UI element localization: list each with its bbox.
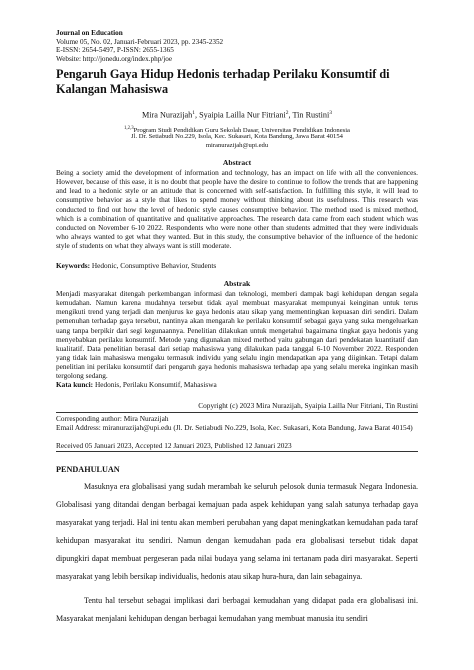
journal-issn: E-ISSN: 2654-5497, P-ISSN: 2655-1365 bbox=[56, 46, 174, 55]
corresponding-email: Email Address: miranurazijah@upi.edu (Jl. Dr. Setiabudi No.229, Isola, Kec. Sukasari, Kota Bandung, Jawa Barat 40154) bbox=[56, 423, 413, 432]
author-1-sup: 1 bbox=[192, 110, 195, 116]
kata-kunci-label: Kata kunci: bbox=[56, 380, 94, 389]
corresponding-author: Corresponding author: Mira Nurazijah bbox=[56, 414, 169, 423]
author-separator: , bbox=[288, 110, 293, 120]
affiliation-text: Program Studi Pendidikan Guru Sekolah Dasar, Universitas Pendidikan Indonesia bbox=[133, 127, 350, 135]
keywords bbox=[56, 261, 418, 270]
journal-volume: Volume 05, No. 02, Januari-Februari 2023, pp. 2345-2352 bbox=[56, 37, 224, 46]
author-3-sup: 3 bbox=[329, 110, 332, 116]
keywords-value: Hedonic, Consumptive Behavior, Students bbox=[91, 260, 217, 270]
author-1: Mira Nurazijah bbox=[142, 110, 193, 120]
copyright-notice: Copyright (c) 2023 Mira Nurazijah, Syaipia Lailla Nur Fitriani, Tin Rustini bbox=[198, 401, 418, 410]
paper-title: Pengaruh Gaya Hidup Hedonis terhadap Perilaku Konsumtif di Kalangan Mahasiswa bbox=[56, 67, 390, 96]
author-list bbox=[0, 110, 474, 120]
affiliation-line-2: Jl. Dr. Setiabudi No.229, Isola, Kec. Sukasari, Kota Bandung, Jawa Barat 40154 bbox=[131, 133, 343, 141]
journal-name: Journal on Education bbox=[56, 29, 123, 37]
section-heading: PENDAHULUAN bbox=[56, 465, 120, 474]
divider bbox=[56, 412, 418, 413]
abstract-heading: Abstract bbox=[222, 158, 252, 167]
kata-kunci bbox=[56, 380, 418, 389]
divider bbox=[56, 451, 418, 452]
intro-paragraph-1: Masuknya era globalisasi yang sudah merambah ke seluruh pelosok dunia termasuk Negara Indonesia. Globalisasi yang ditandai dengan berbagai kemajuan pada aspek kehidupan yang salah satunya terhadap gaya masyarakat yang terjadi. Hal ini tentu akan memberi perubahan yang dapat meningkatkan kemudahan pada taraf kehidupan masyarakat itu sendiri. Namun dengan kemudahan pada era globalisasi tersebut tidak dapat dipungkiri dapat membuat pergeseran pada nilai budaya yang selama ini tertanam pada diri masyarakat. Seperti masyarakat yang lebih bersikap individualis, hedonis atau sikap hura-hura, dan lain sebagainya. bbox=[56, 482, 418, 582]
kata-kunci-value: Hedonis, Perilaku Konsumtif, Mahasiswa bbox=[94, 380, 217, 389]
journal-website: Website: http://jonedu.org/index.php/joe bbox=[56, 54, 173, 63]
abstrak-heading: Abstrak bbox=[223, 279, 251, 288]
received-dates: Received 05 Januari 2023, Accepted 12 Januari 2023, Published 12 Januari 2023 bbox=[56, 441, 292, 450]
author-separator: , bbox=[195, 110, 200, 120]
affiliation-email: miranurazijah@upi.edu bbox=[205, 141, 269, 149]
abstract-text: Being a society amid the development of information and technology, has an impact on life with all the conveniences. However, because of this ease, it is no doubt that people have the desire to continue to follow the trends that are happening and lead to a hedonic style or an attitude that is concerned with self-satisfaction. In fulfilling this style, it will lead to consumptive behavior as a style that likes to spend money without thinking about its usefulness. This research was conducted to find out how the level of hedonic style causes consumptive behavior. The method used is mixed method, which is a combination of quantitative and qualitative approaches. The research data came from each student which was conducted on November 6-10 2022. Respondents who were none other than students admitted that they were individuals who always wanted to get what they wanted. But in this study, the consumptive behavior of the influence of the hedonic style of students on what they always want is still moderate. bbox=[56, 168, 418, 251]
author-3: Tin Rustini bbox=[292, 110, 330, 120]
keywords-label: Keywords: bbox=[56, 260, 91, 270]
author-2: Syaipia Lailla Nur Fitriani bbox=[199, 110, 286, 120]
author-2-sup: 2 bbox=[285, 110, 289, 116]
intro-paragraph-2: Tentu hal tersebut sebagai implikasi dari berbagai kemudahan yang didapat pada era globalisasi ini. Masyarakat menjalani kehidupan dengan berbagai kemudahan yang membuat manusia itu sendiri bbox=[56, 596, 418, 624]
affiliation-sup: 1,2,3 bbox=[124, 126, 134, 131]
abstrak-text: Menjadi masyarakat ditengah perkembangan informasi dan teknologi, memberi dampak bagi kehidupan dengan segala kemudahan. Namun karena mudahnya tersebut tidak ayal membuat masyarakat mempunyai keinginan untuk terus mengikuti trend yang terjadi dan menjurus ke gaya hedonis atau sikap yang mementingkan kepuasan diri sendiri. Dalam pemenuhan terhadap gaya tersebut, nantinya akan mengarah ke perilaku konsumtif sebagai gaya yang suka mengeluarkan uang tanpa berpikir dari segi kegunaannya. Penelitian dilakukan untuk mengetahui bagaimana tingkat gaya hedonis yang menyebabkan perilaku konsumtif. Metode yang digunakan mixed method yaitu gabungan dari pendekatan kuantitatif dan kualitatif. Data penelitian berasal dari setiap mahasiswa yang dilakukan pada tanggal 6-10 November 2022. Responden yang tidak lain mahasiswa mengaku termasuk individu yang selalu ingin mendapatkan apa yang diiginkan. Tetapi dalam penelitian ini perilaku konsumtif dari pengaruh gaya hedonis mahasiswa terhadap apa yang selalu mereka inginkan masih tergolong sedang. bbox=[56, 289, 418, 381]
